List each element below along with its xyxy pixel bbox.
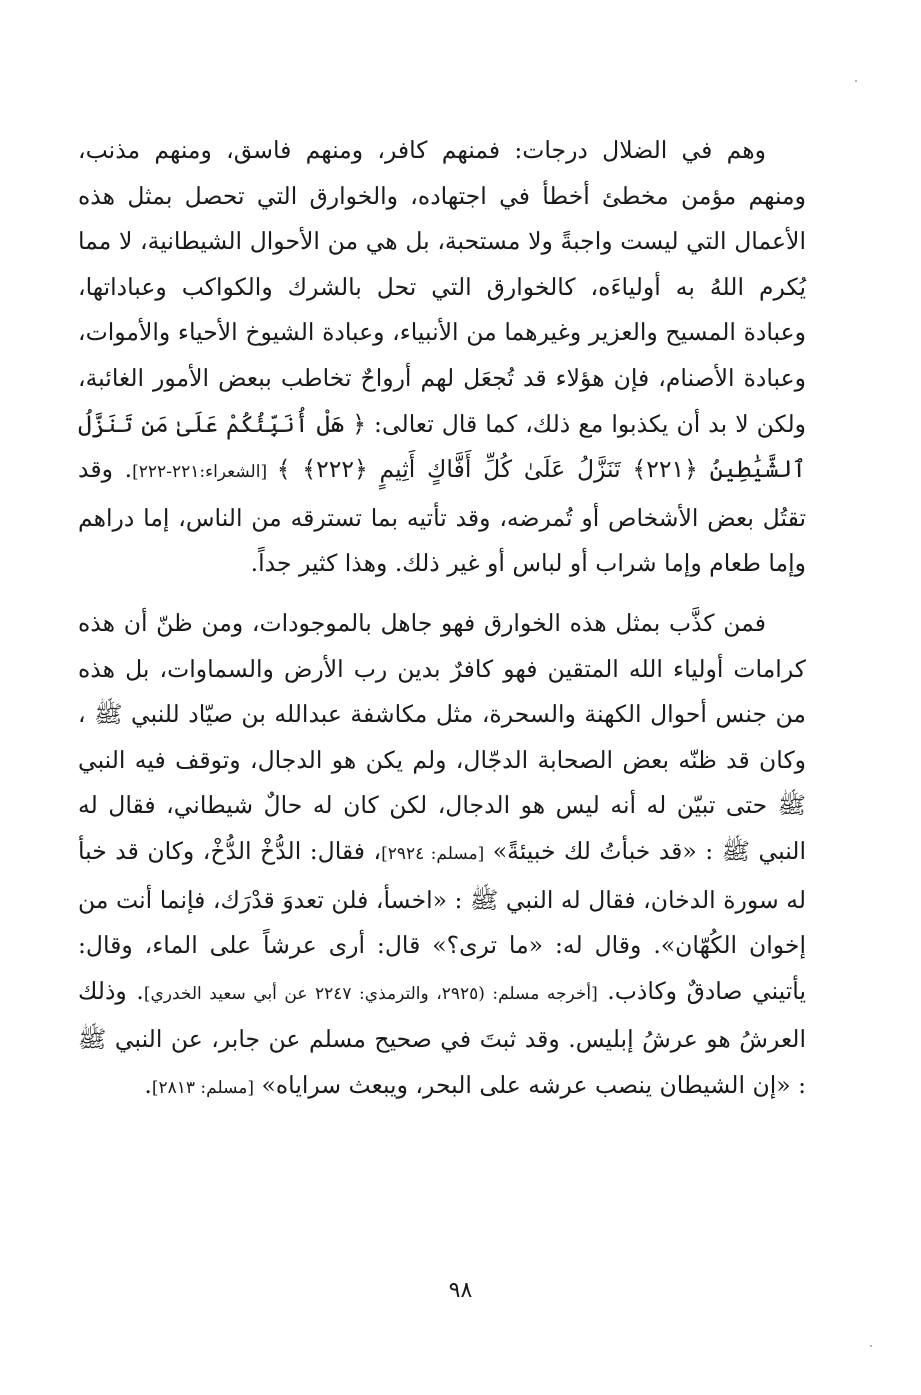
p2-text-1: فمن كذَّب بمثل هذه الخوارق فهو جاهل بالموجودات، ومن ظنّ أن هذه كرامات أولياء الله المتقين فهو كافرٌ بدين رب الأرض والسماوات، بل هذه من جنس أحوال الكهنة والسحرة، مثل مكاشفة عبدالله بن صيّاد للنبي ﷺ ، وكان قد ظنّه بعض الصحابة الدجّال، ولم يكن هو الدجال، وتوقف فيه النبي ﷺ حتى تبيّن له أنه ليس هو الدجال، لكن كان له حالٌ شيطاني، فقال له النبي ﷺ : «قد خبأتُ لك خبيئةً» [78,608,806,865]
hadith-reference-muslim-2924: [مسلم: ٢٩٢٤] [381,843,485,864]
paragraph-1 [78,128,806,587]
scan-speck [855,80,857,82]
verse-reference: [الشعراء:٢٢١-٢٢٢] [132,462,277,483]
page-number: ٩٨ [448,1278,473,1303]
p2-text-4: . [144,1070,152,1099]
p1-text-1: وهم في الضلال درجات: فمنهم كافر، ومنهم فاسق، ومنهم مذنب، ومنهم مؤمن مخطئ أخطأ في اجتهاده، والخوارق التي تحصل بمثل هذه الأعمال التي ليست واجبةً ولا مستحبة، بل هي من الأحوال الشيطانية، لا مما يُكرم اللهُ به أولياءَه، كالخوارق التي تحل بالشرك والكواكب وعباداتها، وعبادة المسيح والعزير وغيرهما من الأنبياء، وعبادة الشيوخ الأحياء والأموات، وعبادة الأصنام، فإن هؤلاء قد تُجعَل لهم أرواحٌ تخاطب ببعض الأمور الغائبة، ولكن لا بد أن يكذبوا مع ذلك، كما قال تعالى: [78,136,807,438]
p2-text-3: . وذلك العرشُ هو عرشُ إبليس. وقد ثبتَ في صحيح مسلم عن جابر، عن النبي ﷺ : «إن الشيطان ينصب عرشه على البحر، ويبعث سراياه» [78,976,806,1099]
quran-verse: ﴿ هَلْ أُنَبِّئُكُمْ عَلَىٰ مَن تَنَزَّلُ ٱلشَّيَٰطِينُ ﴿٢٢١﴾ تَنَزَّلُ عَلَىٰ كُلِّ أَفَّاكٍ أَثِيمٍ ﴿٢٢٢﴾ ﴾ [78,409,806,484]
hadith-reference-muslim-2925: [أخرجه مسلم: (٢٩٢٥، والترمذي: ٢٢٤٧ عن أبي سعيد الخدري] [143,983,598,1004]
p1-text-2: . وقد تقتُل بعض الأشخاص أو تُمرضه، وقد تأتيه بما تسترقه من الناس، إما دراهم وإما طعام وإما شراب أو لباس أو غير ذلك. وهذا كثير جداً. [78,455,806,578]
p2-text-2: ، فقال: الدُّخْ الدُّخْ، وكان قد خبأ له سورة الدخان، فقال له النبي ﷺ : «اخسأ، فلن تعدوَ قدْرَك، فإنما أنت من إخوان الكُهّان». وقال له: «ما ترى؟» قال: أرى عرشاً على الماء، وقال: يأتيني صادقٌ وكاذب. [78,836,806,1005]
hadith-reference-muslim-2813: [مسلم: ٢٨١٣] [151,1077,255,1098]
scan-speck [870,1345,872,1347]
paragraph-2 [78,601,806,1112]
body-text [78,128,806,1111]
